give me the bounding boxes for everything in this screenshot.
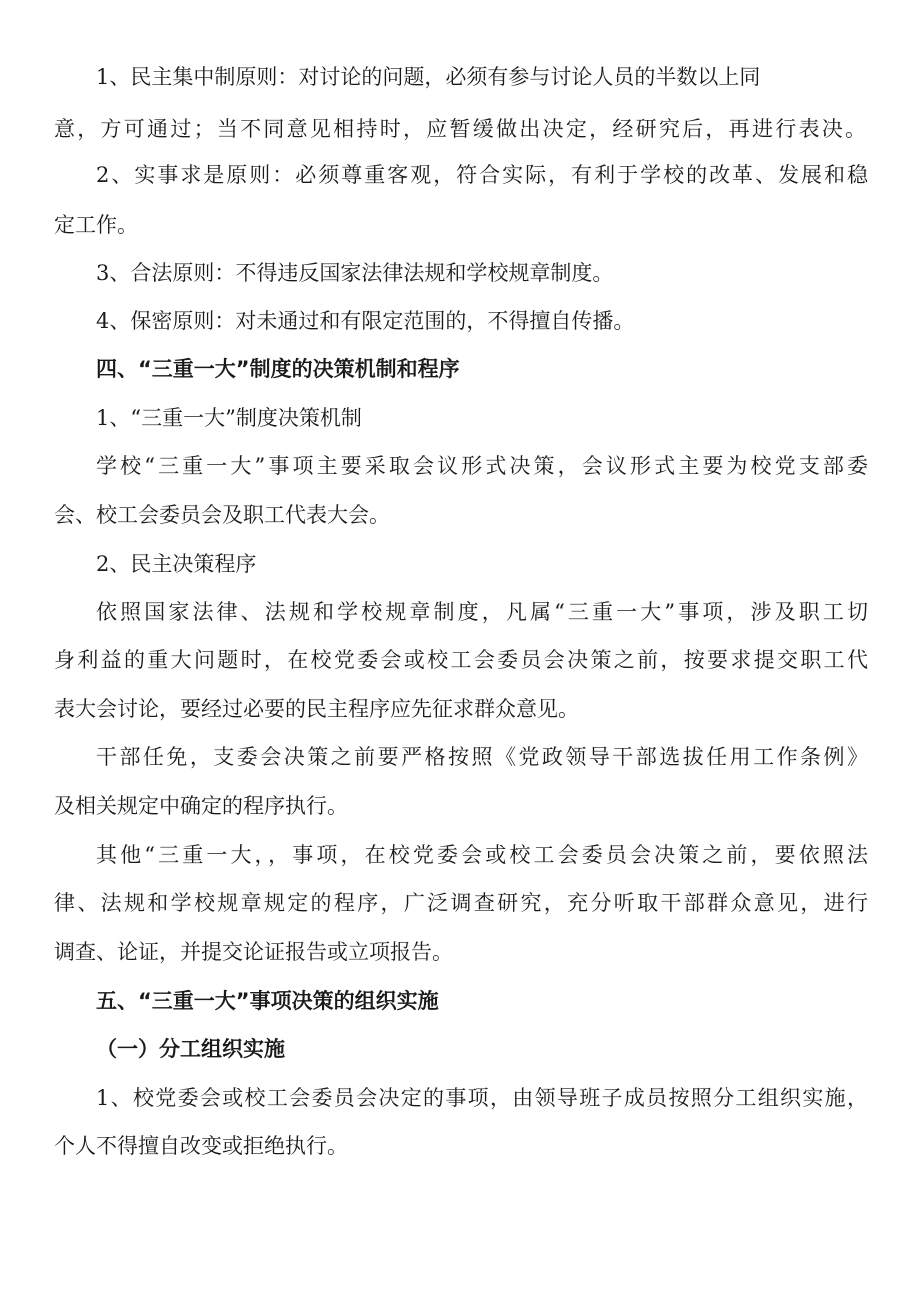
other-matters-line-1: 其他“三重一大，，事项，在校党委会或校工会委员会决策之前，要依照法 [96, 843, 868, 867]
other-matters-line-3: 调查、论证，并提交论证报告或立项报告。 [54, 940, 453, 964]
procedure-line-3: 表大会讨论，要经过必要的民主程序应先征求群众意见。 [54, 697, 579, 721]
decision-mechanism-title: 1、“三重一大”制度决策机制 [96, 406, 362, 430]
appointment-line-1: 干部任免，支委会决策之前要严格按照《党政领导干部选拔任用工作条例》 [96, 745, 868, 769]
other-matters-line-2: 律、法规和学校规章规定的程序，广泛调查研究，充分听取干部群众意见，进行 [54, 891, 868, 915]
principle-4: 4、保密原则：对未通过和有限定范围的，不得擅自传播。 [96, 309, 635, 333]
implementation-line-2: 个人不得擅自改变或拒绝执行。 [54, 1134, 348, 1158]
procedure-line-2: 身利益的重大问题时，在校党委会或校工会委员会决策之前，按要求提交职工代 [54, 648, 868, 672]
principle-2-line-1: 2、实事求是原则：必须尊重客观，符合实际，有利于学校的改革、发展和稳 [96, 163, 868, 187]
appointment-line-2: 及相关规定中确定的程序执行。 [54, 794, 348, 818]
principle-2-line-2: 定工作。 [54, 213, 138, 237]
principle-1-line-2: 意，方可通过；当不同意见相持时，应暂缓做出决定，经研究后，再进行表决。 [54, 117, 866, 141]
principle-1-line-1: 1、民主集中制原则：对讨论的问题，必须有参与讨论人员的半数以上同 [96, 65, 761, 89]
implementation-line-1: 1、校党委会或校工会委员会决定的事项，由领导班子成员按照分工组织实施， [96, 1086, 868, 1110]
section-5-heading: 五、“三重一大”事项决策的组织实施 [96, 989, 439, 1013]
mechanism-line-2: 会、校工会委员会及职工代表大会。 [54, 503, 390, 527]
principle-3: 3、合法原则：不得违反国家法律法规和学校规章制度。 [96, 261, 614, 285]
democratic-procedure-title: 2、民主决策程序 [96, 552, 257, 576]
subsection-1-heading: （一）分工组织实施 [96, 1037, 285, 1061]
procedure-line-1: 依照国家法律、法规和学校规章制度，凡属“三重一大”事项，涉及职工切 [96, 600, 868, 624]
mechanism-line-1: 学校“三重一大”事项主要采取会议形式决策，会议形式主要为校党支部委 [96, 454, 868, 478]
section-4-heading: 四、“三重一大”制度的决策机制和程序 [96, 357, 460, 381]
